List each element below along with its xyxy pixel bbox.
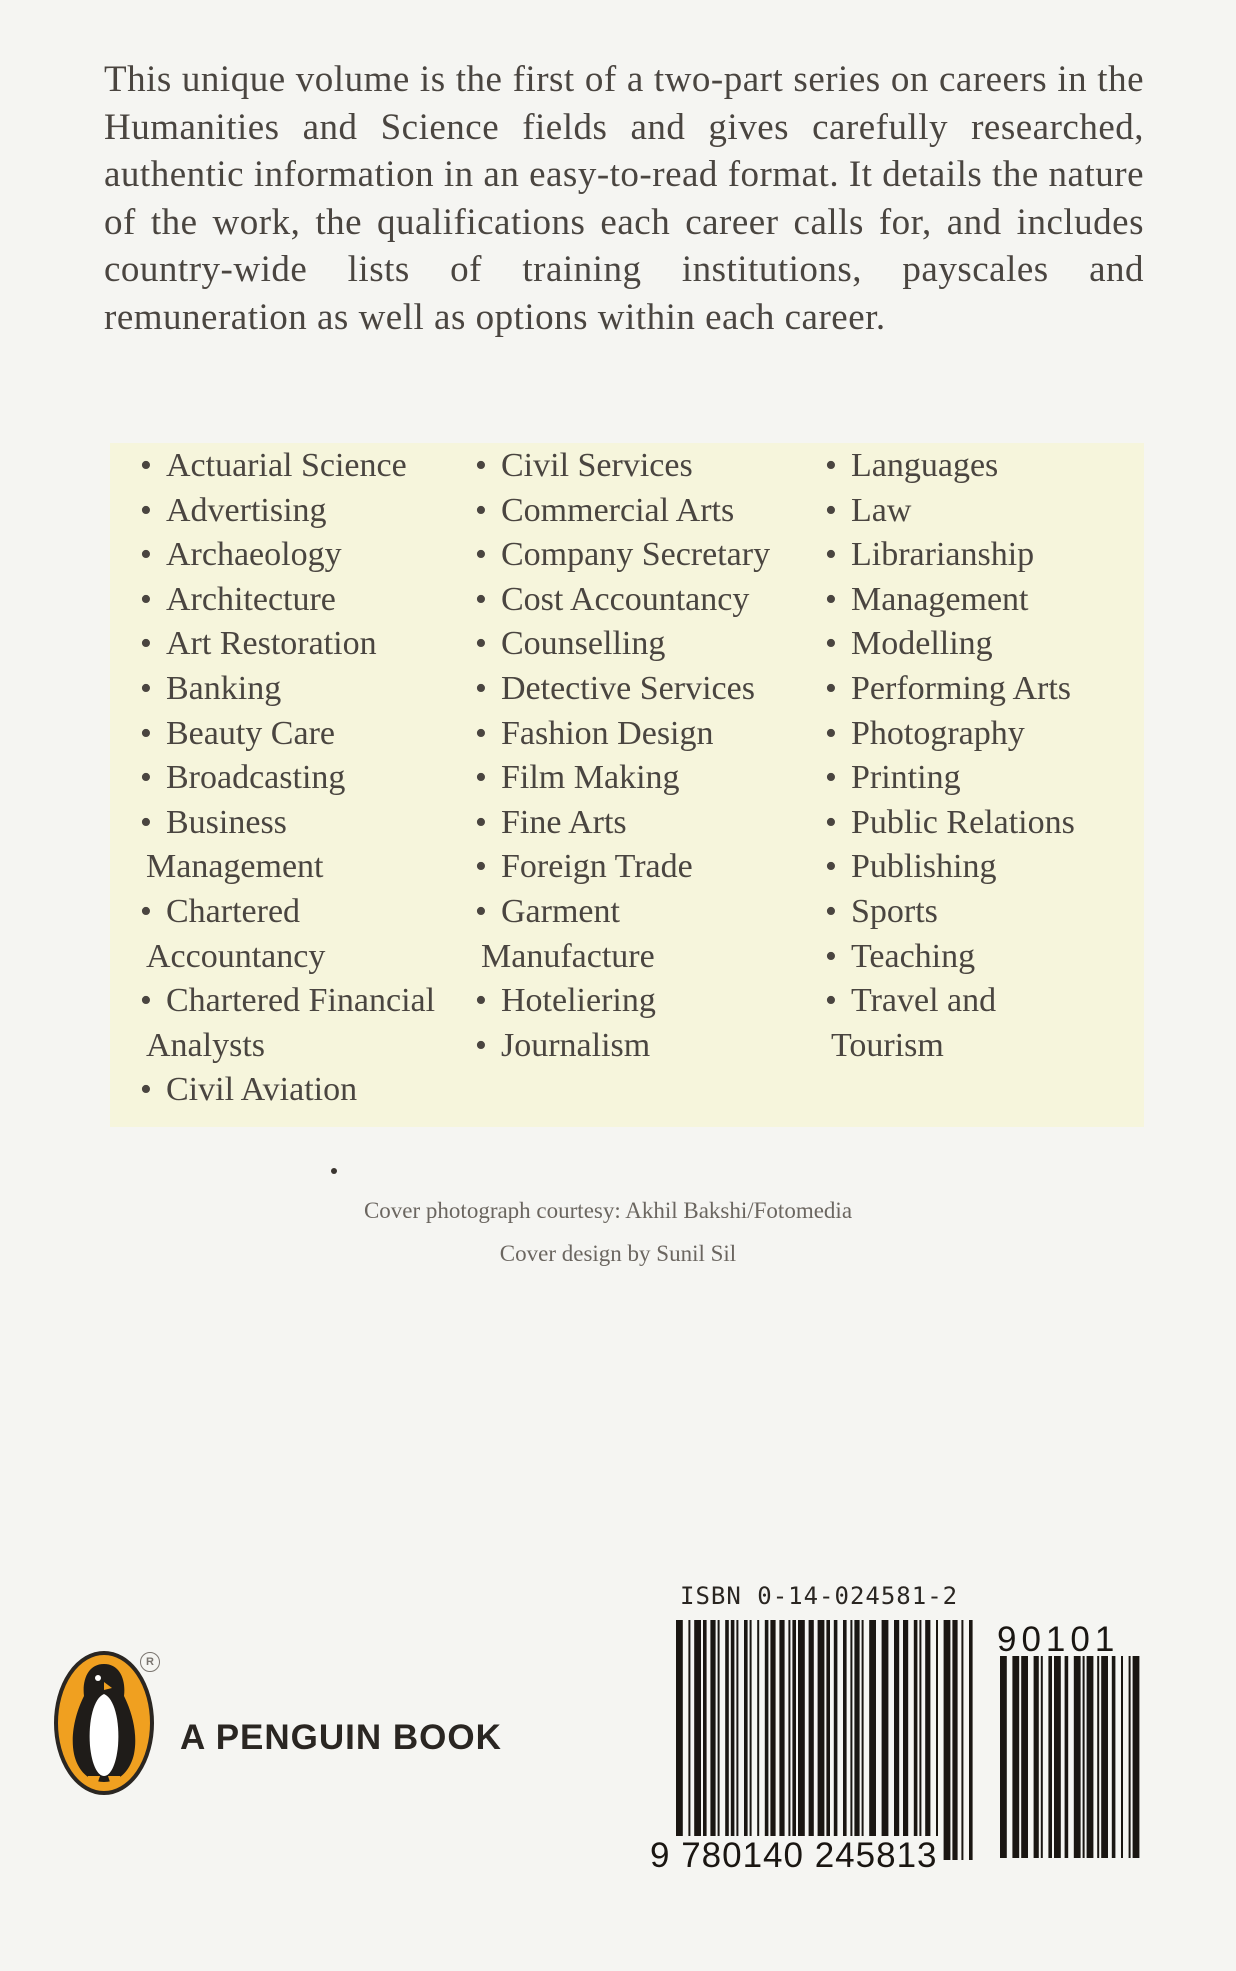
- barcode-bar: [703, 1620, 707, 1860]
- barcode-bar: [882, 1620, 889, 1860]
- career-label-continued: Management: [146, 848, 324, 886]
- penguin-icon: [52, 1650, 156, 1796]
- bullet-icon: •: [140, 669, 152, 707]
- bullet-icon: •: [475, 892, 487, 930]
- barcode-bar: [1048, 1656, 1052, 1858]
- ean-digits: 9 780140 245813: [646, 1836, 942, 1876]
- career-item: [140, 979, 475, 1068]
- isbn-number: ISBN 0-14-024581-2: [680, 1582, 959, 1610]
- design-credit: Cover design by Sunil Sil: [499, 1241, 737, 1266]
- bullet-icon: •: [475, 982, 487, 1020]
- career-label: Counselling: [501, 625, 666, 663]
- career-label: Travel and: [851, 982, 997, 1020]
- barcode-bar: [798, 1620, 805, 1860]
- barcode-bar: [731, 1620, 735, 1860]
- bullet-icon: •: [825, 491, 837, 529]
- barcode-bar: [765, 1620, 769, 1860]
- bullet-icon: •: [475, 803, 487, 841]
- career-item: [825, 979, 1145, 1068]
- bullet-icon: •: [475, 625, 487, 663]
- barcode-bar: [969, 1620, 973, 1860]
- bullet-icon: •: [825, 580, 837, 618]
- career-item: [825, 756, 1145, 801]
- career-label: Civil Services: [501, 447, 693, 484]
- bullet-icon: •: [140, 580, 152, 618]
- career-item: [475, 845, 820, 890]
- barcode-bar: [894, 1620, 899, 1860]
- bullet-icon: •: [140, 625, 152, 663]
- career-item: [475, 489, 820, 534]
- career-item: [825, 444, 1145, 489]
- bullet-icon: •: [475, 580, 487, 618]
- barcode-bar: [818, 1620, 825, 1860]
- career-item: [475, 533, 820, 578]
- registered-trademark-mark: R: [140, 1652, 160, 1672]
- careers-column-2: [475, 444, 820, 1068]
- bullet-icon: •: [140, 892, 152, 930]
- barcode-bar: [750, 1620, 752, 1860]
- career-label: Sports: [851, 892, 938, 930]
- career-item: [825, 890, 1145, 935]
- career-label: Performing Arts: [851, 669, 1072, 707]
- bullet-icon: •: [140, 536, 152, 574]
- career-label: Advertising: [166, 491, 327, 529]
- career-label: Company Secretary: [501, 536, 771, 574]
- career-label: Film Making: [501, 759, 680, 797]
- addon-digits: 90101: [997, 1620, 1120, 1659]
- publisher-name: A PENGUIN BOOK: [180, 1718, 502, 1757]
- career-item: [140, 578, 475, 623]
- career-item: [140, 533, 475, 578]
- barcode-bar: [862, 1620, 864, 1860]
- career-label: Foreign Trade: [501, 848, 693, 886]
- bullet-icon: •: [825, 625, 837, 663]
- bullet-icon: •: [475, 536, 487, 574]
- barcode-bar: [788, 1620, 790, 1860]
- career-label: Management: [851, 580, 1029, 618]
- barcode-bar: [688, 1620, 690, 1860]
- bullet-icon: •: [475, 491, 487, 529]
- career-label-continued: Accountancy: [146, 937, 326, 975]
- career-label: Photography: [851, 714, 1025, 752]
- barcode-bar: [725, 1620, 729, 1860]
- barcode-bar: [736, 1620, 738, 1860]
- career-label: Law: [851, 491, 912, 529]
- career-item: [825, 801, 1145, 846]
- barcode-bar: [919, 1620, 921, 1860]
- career-item: [825, 712, 1145, 757]
- bullet-icon: •: [475, 1026, 487, 1064]
- career-item: [140, 712, 475, 757]
- career-item: [825, 667, 1145, 712]
- career-item: [825, 935, 1145, 980]
- barcode-bar: [903, 1620, 908, 1860]
- blurb-paragraph: This unique volume is the first of a two-part series on careers in the Humanities and Science fields and gives carefully researched, authentic information in an easy-to-read format. It details the nature of the work, the qualifications each career calls for, and includes country-wide lists of training institutions, payscales and remuneration as well as options within each career.: [104, 59, 1144, 338]
- barcode-bar: [694, 1620, 701, 1860]
- career-label: Actuarial Science: [166, 447, 407, 484]
- career-item: [825, 533, 1145, 578]
- career-item: [140, 801, 475, 890]
- bullet-icon: •: [140, 491, 152, 529]
- career-item: [140, 444, 475, 489]
- career-item: [825, 622, 1145, 667]
- barcode-bar: [1065, 1656, 1069, 1858]
- career-item: [475, 756, 820, 801]
- career-item: [825, 489, 1145, 534]
- barcode-bar: [850, 1620, 852, 1860]
- bullet-icon: •: [825, 536, 837, 574]
- bullet-icon: •: [825, 447, 837, 484]
- barcode-bar: [757, 1620, 759, 1860]
- barcode-bar: [925, 1620, 930, 1860]
- addon-barcode: [998, 1656, 1148, 1858]
- barcode-bar: [914, 1620, 918, 1860]
- barcode-bar: [1074, 1656, 1081, 1858]
- barcode-bar: [1101, 1656, 1108, 1858]
- barcode-bar: [1133, 1656, 1140, 1858]
- bullet-icon: •: [475, 759, 487, 797]
- bullet-icon: •: [475, 714, 487, 752]
- career-item: [475, 578, 820, 623]
- career-label: Archaeology: [166, 536, 342, 574]
- careers-column-1: [140, 444, 475, 1113]
- career-label: Detective Services: [501, 669, 755, 707]
- bullet-icon: •: [140, 759, 152, 797]
- bullet-icon: •: [825, 669, 837, 707]
- barcode-bar: [843, 1620, 847, 1860]
- barcode-bar: [854, 1620, 859, 1860]
- career-label: Teaching: [851, 937, 976, 975]
- barcode-bar: [718, 1620, 720, 1860]
- career-item: [140, 756, 475, 801]
- career-label: Fashion Design: [501, 714, 714, 752]
- career-label: Banking: [166, 669, 282, 707]
- career-label: Garment: [501, 892, 620, 930]
- career-label: Publishing: [851, 848, 997, 886]
- career-label: Fine Arts: [501, 803, 627, 841]
- career-item: [475, 1024, 820, 1069]
- barcode-bar: [779, 1620, 784, 1860]
- career-item: [475, 801, 820, 846]
- bullet-icon: •: [825, 714, 837, 752]
- career-item: [475, 667, 820, 712]
- career-item: [140, 1068, 475, 1113]
- bullet-icon: •: [140, 803, 152, 841]
- barcode-bar: [1087, 1656, 1094, 1858]
- career-label: Languages: [851, 447, 999, 484]
- barcode-bar: [809, 1620, 814, 1860]
- career-label: Broadcasting: [166, 759, 346, 797]
- barcode-bar: [936, 1620, 938, 1860]
- career-label: Printing: [851, 759, 961, 797]
- barcode-bar: [1097, 1656, 1099, 1858]
- barcode-bar: [1112, 1656, 1116, 1858]
- career-label: Commercial Arts: [501, 491, 735, 529]
- career-label: Hoteliering: [501, 982, 656, 1020]
- career-label: Librarianship: [851, 536, 1035, 574]
- career-label: Cost Accountancy: [501, 580, 750, 618]
- career-label: Journalism: [501, 1026, 651, 1064]
- career-item: [140, 622, 475, 667]
- career-label: Beauty Care: [166, 714, 335, 752]
- career-label-continued: Analysts: [146, 1026, 265, 1064]
- career-label: Chartered Financial: [166, 982, 436, 1020]
- barcode-bar: [1012, 1656, 1019, 1858]
- barcode-bar: [676, 1620, 683, 1860]
- barcode-bar: [1054, 1656, 1061, 1858]
- career-item: [140, 489, 475, 534]
- barcode-bar: [1034, 1656, 1039, 1858]
- bullet-icon: •: [825, 803, 837, 841]
- career-item: [825, 578, 1145, 623]
- bullet-icon: •: [140, 982, 152, 1020]
- career-item: [475, 712, 820, 757]
- barcode-bar: [961, 1620, 963, 1860]
- barcode-bar: [869, 1620, 876, 1860]
- bullet-icon: •: [825, 848, 837, 886]
- bullet-icon: •: [825, 937, 837, 975]
- barcode-bar: [952, 1620, 957, 1860]
- bullet-icon: •: [140, 714, 152, 752]
- career-item: [475, 979, 820, 1024]
- barcode-bar: [1000, 1656, 1007, 1858]
- bullet-mark: [331, 1168, 337, 1174]
- career-label: Modelling: [851, 625, 993, 663]
- career-item: [825, 845, 1145, 890]
- career-label: Chartered: [166, 892, 301, 930]
- career-label: Business: [166, 803, 287, 841]
- bullet-icon: •: [140, 447, 152, 484]
- barcode-bar: [710, 1620, 715, 1860]
- barcode-bar: [792, 1620, 796, 1860]
- career-item: [475, 890, 820, 979]
- career-label: Civil Aviation: [166, 1071, 358, 1109]
- career-item: [140, 667, 475, 712]
- barcode-bar: [770, 1620, 775, 1860]
- bullet-icon: •: [825, 892, 837, 930]
- bullet-icon: •: [140, 1071, 152, 1109]
- bullet-icon: •: [475, 669, 487, 707]
- career-item: [475, 622, 820, 667]
- career-item: [140, 890, 475, 979]
- career-item: [475, 444, 820, 489]
- career-label: Art Restoration: [166, 625, 377, 663]
- barcode-bar: [826, 1620, 830, 1860]
- barcode-bar: [744, 1620, 748, 1860]
- barcode-bar: [944, 1620, 951, 1860]
- career-label-continued: Tourism: [831, 1026, 944, 1064]
- career-label-continued: Manufacture: [481, 937, 655, 975]
- barcode-bar: [1121, 1656, 1123, 1858]
- photo-credit: Cover photograph courtesy: Akhil Bakshi/Fotomedia: [363, 1198, 853, 1223]
- barcode-bar: [1041, 1656, 1043, 1858]
- career-label: Architecture: [166, 580, 336, 618]
- bullet-icon: •: [475, 848, 487, 886]
- barcode-bar: [1083, 1656, 1085, 1858]
- ean-barcode: [674, 1620, 974, 1860]
- bullet-icon: •: [825, 759, 837, 797]
- career-label: Public Relations: [851, 803, 1075, 841]
- barcode-bar: [834, 1620, 838, 1860]
- barcode-bar: [1129, 1656, 1131, 1858]
- bullet-icon: •: [825, 982, 837, 1020]
- bullet-icon: •: [475, 447, 487, 484]
- barcode-bar: [1021, 1656, 1028, 1858]
- careers-column-3: [825, 444, 1145, 1068]
